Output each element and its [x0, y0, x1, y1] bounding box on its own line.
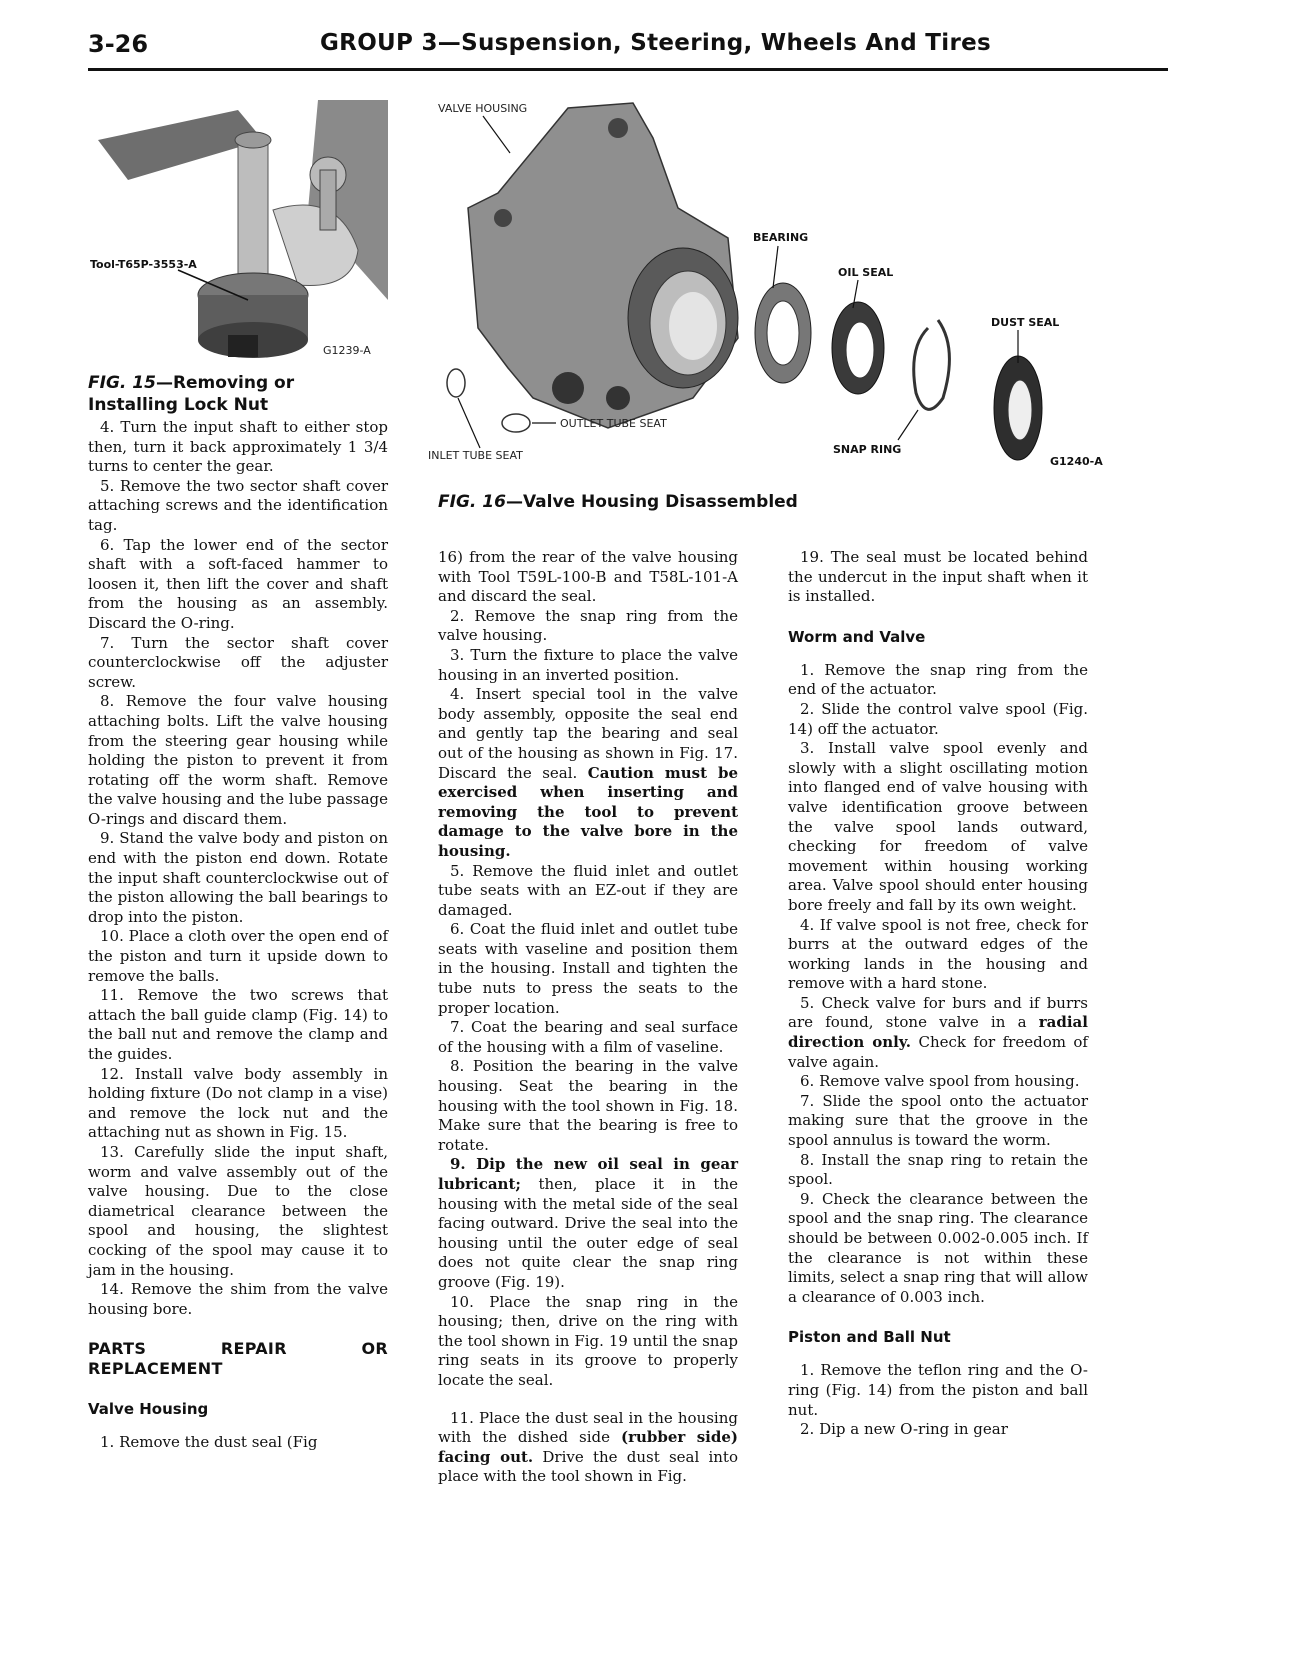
- col2-step-6: 6. Coat the fluid inlet and outlet tube seats with vaseline and position them in the housing. Install and tighten the tube nuts to press the seats to the proper location.: [438, 920, 738, 1017]
- col3-step-6: 6. Remove valve spool from housing.: [800, 1072, 1080, 1091]
- col2-step-9: [438, 1155, 738, 1292]
- col2-step-11: [438, 1409, 738, 1487]
- subheading-worm-and-valve: Worm and Valve: [788, 627, 926, 646]
- col2-step-4: [438, 685, 738, 861]
- col1-step-13: 13. Carefully slide the input shaft, worm and valve assembly out of the valve housing. Due to the close diametrical clearance between the spool and housing, the slightest cocking of the spool may cause it to jam in the housing.: [88, 1142, 388, 1279]
- col3-step-7: 7. Slide the spool onto the actuator making sure that the groove in the spool annulus is toward the worm.: [788, 1091, 1088, 1150]
- col1-step-11: 11. Remove the two screws that attach the ball guide clamp (Fig. 14) to the ball nut and remove the clamp and the guides.: [88, 986, 388, 1063]
- fig16-caption: [438, 491, 1118, 513]
- col1-step-5: 5. Remove the two sector shaft cover attaching screws and the identification tag.: [88, 476, 388, 534]
- figure-15: [88, 100, 388, 416]
- fig15-photo: [88, 100, 388, 370]
- col1-step-10: 10. Place a cloth over the open end of the piston and turn it upside down to remove the balls.: [88, 927, 388, 985]
- col1-step-6: 6. Tap the lower end of the sector shaft with a soft-faced hammer to loosen it, then lift the cover and shaft from the housing as an assembly. Discard the O-ring.: [88, 535, 388, 632]
- col3-piston-step-1: 1. Remove the teflon ring and the O-ring (Fig. 14) from the piston and ball nut.: [788, 1361, 1088, 1419]
- col1-step-8: 8. Remove the four valve housing attaching bolts. Lift the valve housing from the steering gear housing while holding the piston to prevent it from rotating off the worm shaft. Remove the valve housing and the lube passage O-rings and discard them.: [88, 692, 388, 828]
- col1-step-14: 14. Remove the shim from the valve housing bore.: [88, 1280, 388, 1318]
- fig16-label-inlet-tube-seat: INLET TUBE SEAT: [428, 449, 523, 462]
- fig16-label-dust-seal: DUST SEAL: [991, 316, 1060, 329]
- col3-step-4: 4. If valve spool is not free, check for burrs at the outward edges of the working lands in the housing and remove with a hard stone.: [788, 915, 1088, 993]
- subheading-piston-ball-nut: Piston and Ball Nut: [788, 1328, 951, 1347]
- col3-step-5-text-a: 5. Check valve for burs and if burrs are found, stone valve in a: [788, 993, 1088, 1032]
- col2-step-11-text-b: Drive the dust seal into place with the tool shown in Fig.: [438, 1447, 738, 1486]
- col1-step-9: 9. Stand the valve body and piston on end with the piston end down. Rotate the input shaft counterclockwise out of the piston allowing the ball bearings to drop into the piston.: [88, 829, 388, 926]
- col2-step-8: 8. Position the bearing in the valve housing. Seat the bearing in the housing with the tool shown in Fig. 18. Make sure that the bearing is free to rotate.: [438, 1057, 738, 1154]
- fig15-caption: [88, 372, 368, 416]
- fig16-caption-text: —Valve Housing Disassembled: [505, 492, 798, 512]
- fig15-caption-text: —Removing or Installing Lock Nut: [88, 373, 295, 415]
- col3-step-2: 2. Slide the control valve spool (Fig. 14) off the actuator.: [788, 699, 1088, 738]
- col2-step-10: 10. Place the snap ring in the housing; then, drive on the ring with the tool shown in Fig. 19 until the snap ring seats in its groove to properly locate the seal.: [438, 1292, 738, 1389]
- col2-step-5: 5. Remove the fluid inlet and outlet tube seats with an EZ-out if they are damaged.: [438, 861, 738, 919]
- col3-piston-step-2: 2. Dip a new O-ring in gear: [800, 1420, 1008, 1439]
- fig15-code: G1239-A: [323, 344, 371, 357]
- fig16-label-outlet-tube-seat: OUTLET TUBE SEAT: [560, 417, 667, 430]
- page-header: [88, 30, 1168, 70]
- col3-step-5: [788, 994, 1088, 1072]
- col1-valve-step-1: 1. Remove the dust seal (Fig: [100, 1433, 318, 1452]
- group-title: GROUP 3—Suspension, Steering, Wheels And Tires: [320, 30, 991, 56]
- fig15-tool-label: Tool-T65P-3553-A: [90, 258, 197, 271]
- fig16-label-bearing: BEARING: [753, 231, 809, 244]
- fig16-label-snap-ring: SNAP RING: [833, 443, 902, 456]
- column-2: [438, 548, 738, 1487]
- col1-step-12: 12. Install valve body assembly in holding fixture (Do not clamp in a vise) and remove the lock nut and the attaching nut as shown in Fig. 15.: [88, 1064, 388, 1142]
- col3-step-8: 8. Install the snap ring to retain the spool.: [788, 1150, 1088, 1189]
- col2-step-2: 2. Remove the snap ring from the valve housing.: [438, 606, 738, 645]
- figure-16: [428, 98, 1118, 513]
- col2-step-11-bold: (rubber side) facing out.: [438, 1428, 738, 1466]
- col1-step-4: 4. Turn the input shaft to either stop then, turn it back approximately 1 3/4 turns to center the gear.: [88, 418, 388, 476]
- fig16-caption-number: FIG. 16: [438, 492, 506, 512]
- col2-step-7: 7. Coat the bearing and seal surface of the housing with a film of vaseline.: [438, 1018, 738, 1056]
- fig16-photo: [428, 98, 1118, 493]
- col1-step-7: 7. Turn the sector shaft cover counterclockwise off the adjuster screw.: [88, 633, 388, 691]
- col3-step-3: 3. Install valve spool evenly and slowly with a slight oscillating motion into flanged end of valve housing with valve identification groove between the valve spool lands outward, checking for freedom of valve movement within housing working area. Valve spool should enter housing bore freely and fall by its own weight.: [788, 739, 1088, 914]
- col2-step-11-text-a: 11. Place the dust seal in the housing with the dished side: [438, 1408, 738, 1447]
- fig16-label-valve-housing: VALVE HOUSING: [438, 102, 528, 115]
- subheading-valve-housing: Valve Housing: [88, 1400, 209, 1419]
- col2-step-4-text: 4. Insert special tool in the valve body assembly, opposite the seal end and gently tap the bearing and seal out of the housing as shown in Fig. 17. Discard the seal.: [438, 685, 738, 782]
- column-1: [88, 418, 388, 1453]
- col3-step-5-text-b: Check for freedom of valve again.: [788, 1033, 1088, 1071]
- col3-step-9: 9. Check the clearance between the spool and the snap ring. The clearance should be between 0.002-0.005 inch. If the clearance is not within these limits, select a snap ring that will allow a clearance of 0.003 inch.: [788, 1189, 1088, 1306]
- col3-step-19: 19. The seal must be located behind the undercut in the input shaft when it is installed.: [788, 548, 1088, 606]
- col2-step-3: 3. Turn the fixture to place the valve housing in an inverted position.: [438, 645, 738, 684]
- fig16-code: G1240-A: [1050, 455, 1103, 468]
- col2-step-9-text: then, place it in the housing with the metal side of the seal facing outward. Drive the seal into the housing until the outer edge of seal does not quite clear the snap ring groove (Fig. 19).: [438, 1175, 738, 1291]
- header-rule: [88, 68, 1168, 71]
- col3-step-5-bold: radial direction only.: [788, 1013, 1088, 1052]
- col3-step-1: 1. Remove the snap ring from the end of the actuator.: [788, 660, 1088, 699]
- fig15-caption-number: FIG. 15: [88, 373, 156, 393]
- page-number: 3-26: [88, 30, 149, 58]
- section-heading-parts-repair: PARTS REPAIR OR REPLACEMENT: [88, 1339, 388, 1379]
- col2-step-9-bold: 9. Dip the new oil seal in gear lubricant;: [438, 1155, 738, 1193]
- fig16-label-oil-seal: OIL SEAL: [838, 266, 894, 279]
- col2-continued: 16) from the rear of the valve housing with Tool T59L-100-B and T58L-101-A and discard the seal.: [438, 548, 738, 606]
- col2-step-4-caution: Caution must be exercised when inserting and removing the tool to prevent damage to the valve bore in the housing.: [438, 763, 738, 860]
- column-3: [788, 548, 1088, 1440]
